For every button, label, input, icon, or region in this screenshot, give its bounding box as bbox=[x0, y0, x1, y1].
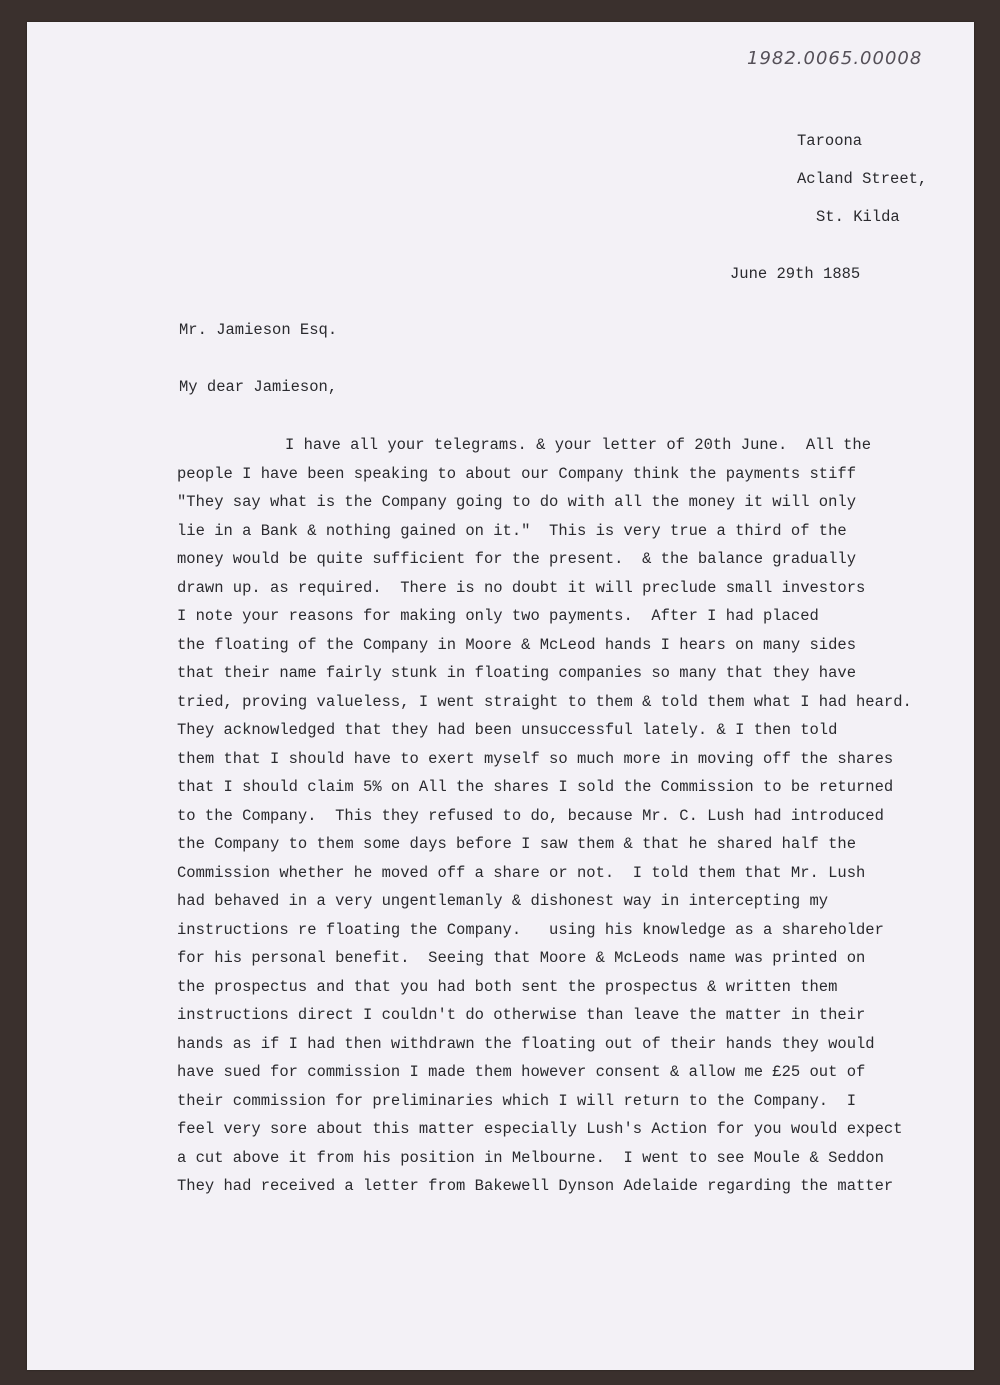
address-line-3: St. Kilda bbox=[816, 208, 900, 226]
body-line: the floating of the Company in Moore & McLeod hands I hears on many sides bbox=[177, 635, 857, 654]
body-line: They had received a letter from Bakewell Dynson Adelaide regarding the matter bbox=[177, 1177, 894, 1195]
body-line: people I have been speaking to about our Company think the payments stiff bbox=[177, 464, 857, 483]
recipient-line: Mr. Jamieson Esq. bbox=[179, 321, 338, 339]
body-line: the Company to them some days before I saw them & that he shared half the bbox=[177, 835, 857, 853]
body-line: I note your reasons for making only two payments. After I had placed bbox=[177, 607, 819, 625]
body-line: They acknowledged that they had been unsuccessful lately. & I then told bbox=[177, 721, 838, 739]
body-line: Commission whether he moved off a share or not. I told them that Mr. Lush bbox=[177, 863, 866, 882]
body-line: drawn up. as required. There is no doubt it will preclude small investors bbox=[177, 578, 866, 597]
body-line: had behaved in a very ungentlemanly & dishonest way in intercepting my bbox=[177, 892, 829, 910]
body-line: hands as if I had then withdrawn the floating out of their hands they would bbox=[177, 1034, 875, 1053]
address-line-2: Acland Street, bbox=[797, 170, 928, 188]
body-line: for his personal benefit. Seeing that Moore & McLeods name was printed on bbox=[177, 949, 866, 967]
body-line: lie in a Bank & nothing gained on it." This is very true a third of the bbox=[177, 521, 847, 540]
body-line: their commission for preliminaries which I will return to the Company. I bbox=[177, 1091, 857, 1110]
body-line: tried, proving valueless, I went straight to them & told them what I had heard. bbox=[177, 692, 912, 711]
body-line: money would be quite sufficient for the present. & the balance gradually bbox=[177, 550, 857, 568]
body-line: instructions re floating the Company. using his knowledge as a shareholder bbox=[177, 920, 884, 939]
letter-date: June 29th 1885 bbox=[730, 265, 861, 283]
body-line: a cut above it from his position in Melbourne. I went to see Moule & Seddon bbox=[177, 1148, 884, 1167]
accession-number: 1982.0065.00008 bbox=[747, 48, 923, 69]
body-line: feel very sore about this matter especially Lush's Action for you would expect bbox=[177, 1120, 903, 1138]
body-line: have sued for commission I made them however consent & allow me £25 out of bbox=[177, 1063, 866, 1081]
letter-page bbox=[27, 22, 974, 1370]
body-line: "They say what is the Company going to do with all the money it will only bbox=[177, 493, 857, 511]
body-line: the prospectus and that you had both sent the prospectus & written them bbox=[177, 977, 838, 996]
body-line: I have all your telegrams. & your letter of 20th June. All the bbox=[285, 436, 871, 454]
body-line: them that I should have to exert myself so much more in moving off the shares bbox=[177, 749, 894, 768]
body-line: that I should claim 5% on All the shares I sold the Commission to be returned bbox=[177, 778, 894, 796]
salutation-line: My dear Jamieson, bbox=[179, 378, 338, 396]
body-line: instructions direct I couldn't do otherwise than leave the matter in their bbox=[177, 1006, 866, 1024]
body-line: to the Company. This they refused to do, because Mr. C. Lush had introduced bbox=[177, 806, 884, 825]
body-line: that their name fairly stunk in floating companies so many that they have bbox=[177, 664, 857, 682]
letter-body bbox=[177, 435, 912, 1205]
address-line-1: Taroona bbox=[797, 132, 863, 150]
